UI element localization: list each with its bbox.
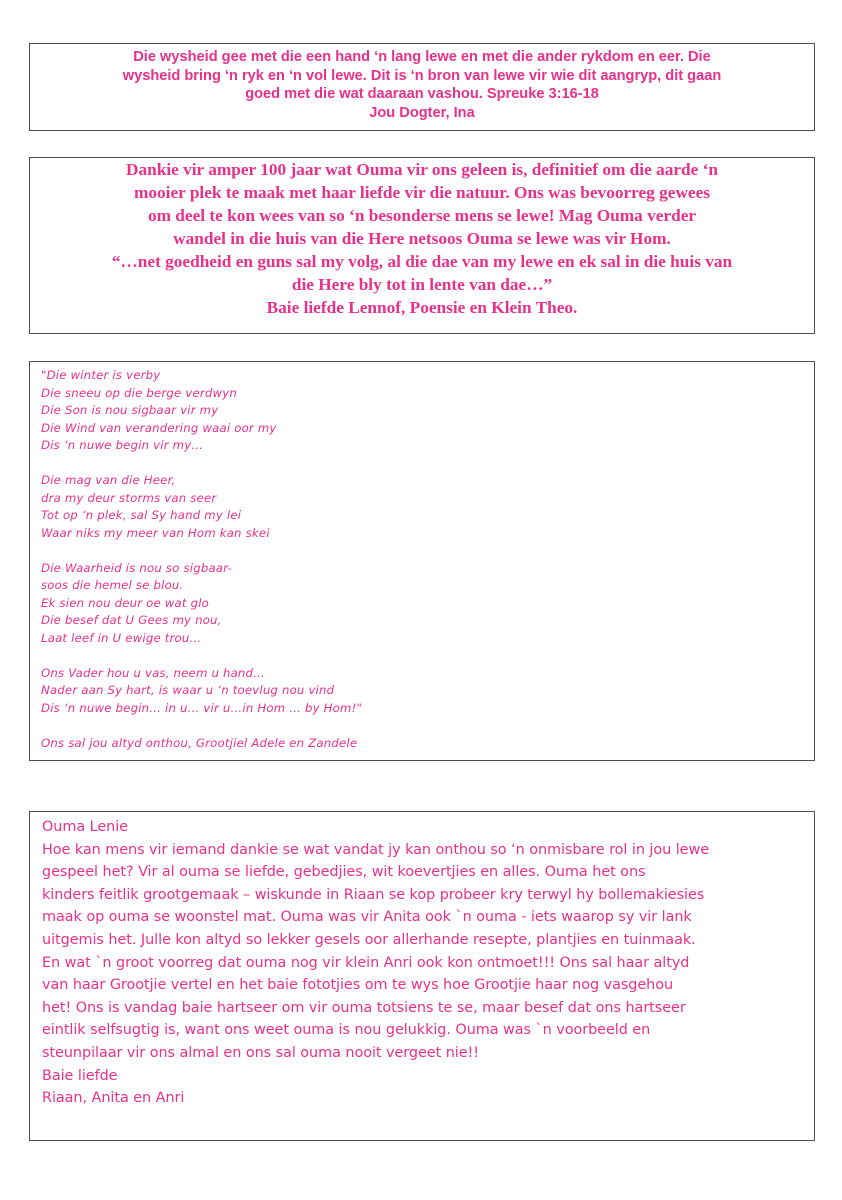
letter-line: En wat `n groot voorreg dat ouma nog vir klein Anri ook kon ontmoet!!! Ons sal haar altyd	[42, 954, 690, 971]
scripture-line: Die wysheid gee met die een hand ‘n lang lewe en met die ander rykdom en eer. Die	[133, 49, 711, 65]
poem-line: Ek sien nou deur oe wat glo	[41, 595, 210, 610]
letter-line: maak op ouma se woonstel mat. Ouma was vir Anita ook `n ouma - iets waarop sy vir lank	[42, 909, 692, 926]
poem-line: Die Wind van verandering waai oor my	[41, 420, 277, 435]
letter-greeting: Ouma Lenie	[42, 819, 128, 835]
poem-line: Ons Vader hou u vas, neem u hand…	[41, 665, 266, 680]
letter-line: gespeel het? Vir al ouma se liefde, gebedjies, wit koevertjies en alles. Ouma het ons	[42, 864, 646, 881]
poem-line: Die Waarheid is nou so sigbaar-	[41, 560, 232, 575]
tribute-signature: Baie liefde Lennof, Poensie en Klein Theo.	[266, 298, 578, 317]
tribute-line: wandel in die huis van die Here netsoos Ouma se lewe was vir Hom.	[173, 229, 671, 248]
stanza-gap	[41, 647, 803, 665]
poem-line: Die mag van die Heer,	[41, 473, 176, 487]
stanza-gap	[41, 455, 803, 473]
scripture-line: wysheid bring ‘n ryk en ‘n vol lewe. Dit is ‘n bron van lewe vir wie dit aangryp, dit gaan	[122, 67, 722, 84]
stanza-gap	[41, 717, 803, 735]
poem-line: "Die winter is verby	[41, 368, 161, 382]
letter-line: steunpilaar vir ons almal en ons sal ouma nooit vergeet nie!!	[42, 1044, 479, 1061]
scripture-box	[29, 43, 815, 131]
tribute-box	[29, 157, 815, 334]
poem-line: Die besef dat U Gees my nou,	[41, 613, 222, 627]
letter-signature: Riaan, Anita en Anri	[42, 1090, 185, 1107]
poem-line: Die Son is nou sigbaar vir my	[41, 403, 219, 417]
letter-line: eintlik selfsugtig is, want ons weet ouma is nou gelukkig. Ouma was `n voorbeeld en	[42, 1022, 651, 1039]
scripture-line: goed met die wat daaraan vashou. Spreuke 3:16-18	[245, 86, 599, 102]
letter-line: Hoe kan mens vir iemand dankie se wat vandat jy kan onthou so ‘n onmisbare rol in jou lewe	[42, 841, 710, 858]
poem-line: dra my deur storms van seer	[41, 490, 217, 505]
poem-box	[29, 361, 815, 761]
poem-line: Laat leef in U ewige trou…	[41, 630, 202, 645]
tribute-line: om deel te kon wees van so ‘n besonderse mens se lewe! Mag Ouma verder	[147, 206, 697, 225]
letter-line: uitgemis het. Julle kon altyd so lekker gesels oor allerhande resepte, plantjies en tuinmaak.	[42, 931, 696, 948]
letter-line: kinders feitlik grootgemaak – wiskunde in Riaan se kop probeer kry terwyl hy bollemakiesies	[42, 886, 705, 903]
poem-line: Waar niks my meer van Hom kan skei	[41, 525, 270, 540]
letter-closing: Baie liefde	[42, 1067, 118, 1084]
scripture-signature: Jou Dogter, Ina	[369, 104, 475, 121]
poem-line: Die sneeu op die berge verdwyn	[41, 385, 237, 400]
poem-signature: Ons sal jou altyd onthou, Grootjiel Adele en Zandele	[41, 735, 358, 750]
poem-line: soos die hemel se blou.	[41, 578, 184, 592]
poem-line: Nader aan Sy hart, is waar u ‘n toevlug nou vind	[41, 683, 335, 697]
tribute-line: mooier plek te maak met haar liefde vir die natuur. Ons was bevoorreg gewees	[134, 183, 710, 202]
tribute-line: “…net goedheid en guns sal my volg, al die dae van my lewe en ek sal in die huis van	[111, 252, 733, 271]
tribute-line: die Here bly tot in lente van dae…”	[291, 275, 553, 294]
stanza-gap	[41, 542, 803, 560]
poem-line: Dis ‘n nuwe begin vir my…	[41, 438, 204, 452]
poem-line: Dis ‘n nuwe begin… in u… vir u…in Hom … by Hom!"	[41, 700, 363, 715]
letter-line: het! Ons is vandag baie hartseer om vir ouma totsiens te se, maar besef dat ons hartseer	[42, 999, 686, 1016]
poem-line: Tot op ‘n plek, sal Sy hand my lei	[41, 508, 242, 522]
letter-line: van haar Grootjie vertel en het baie fototjies om te wys hoe Grootjie haar nog vasgehou	[42, 977, 674, 994]
tribute-line: Dankie vir amper 100 jaar wat Ouma vir ons geleen is, definitief om die aarde ‘n	[125, 160, 718, 179]
letter-box	[29, 811, 815, 1141]
